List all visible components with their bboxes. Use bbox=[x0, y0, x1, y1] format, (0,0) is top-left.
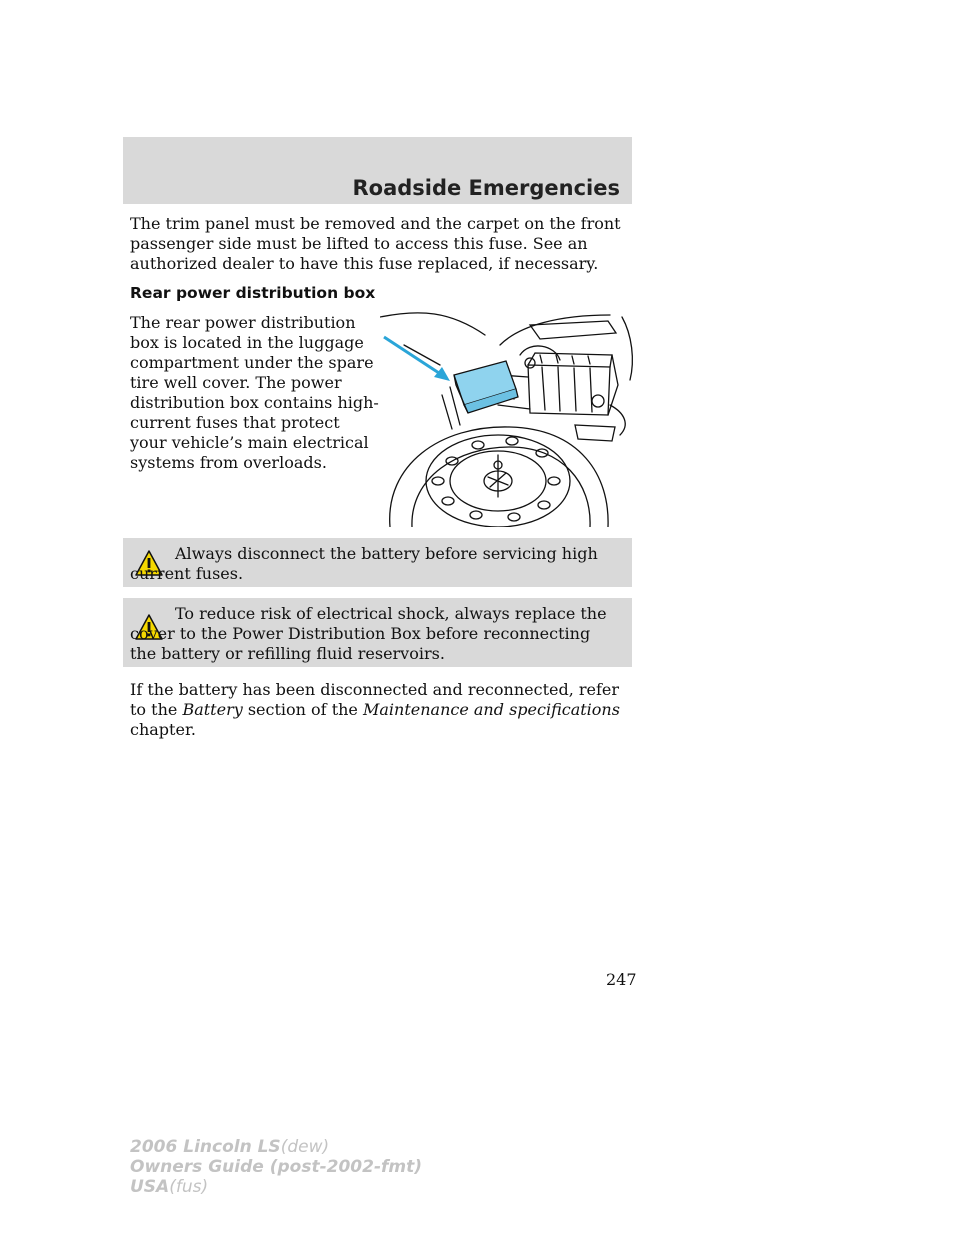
footer-model: 2006 Lincoln LS bbox=[130, 1137, 281, 1157]
page-number: 247 bbox=[606, 970, 637, 989]
closing-text: If the battery has been disconnected and reconnected, refer to the bbox=[130, 680, 620, 719]
footer-code: (dew) bbox=[280, 1137, 330, 1157]
power-distribution-box-diagram bbox=[380, 305, 635, 527]
warning-box bbox=[123, 538, 632, 587]
footer-guide: Owners Guide (post-2002-fmt) bbox=[130, 1157, 423, 1177]
warning-box bbox=[123, 598, 632, 667]
footer-market: USA bbox=[130, 1177, 170, 1197]
footer-code: (fus) bbox=[169, 1177, 209, 1197]
closing-paragraph bbox=[130, 680, 640, 740]
warning-text: To reduce risk of electrical shock, always replace the cover to the Power Distribution Box before reconnecting the battery or refilling fluid reservoirs. bbox=[130, 604, 607, 663]
battery-section-reference: Battery bbox=[182, 700, 243, 719]
closing-text: chapter. bbox=[130, 720, 196, 739]
footer-edition-info bbox=[130, 1137, 422, 1197]
chapter-reference: Maintenance and specifications bbox=[362, 700, 620, 719]
section-paragraph: The rear power distribution box is located in the luggage compartment under the spare tire well cover. The power distribution box contains high-current fuses that protect your vehicle’s main electrical systems from overloads. bbox=[130, 313, 379, 472]
section-heading: Rear power distribution box bbox=[130, 284, 376, 302]
closing-text: section of the bbox=[242, 700, 363, 719]
intro-paragraph: The trim panel must be removed and the carpet on the front passenger side must be lifted to access this fuse. See an authorized dealer to have this fuse replaced, if necessary. bbox=[130, 214, 621, 273]
warning-text: Always disconnect the battery before servicing high current fuses. bbox=[130, 544, 598, 583]
chapter-title: Roadside Emergencies bbox=[352, 176, 620, 200]
header-band bbox=[123, 137, 632, 204]
